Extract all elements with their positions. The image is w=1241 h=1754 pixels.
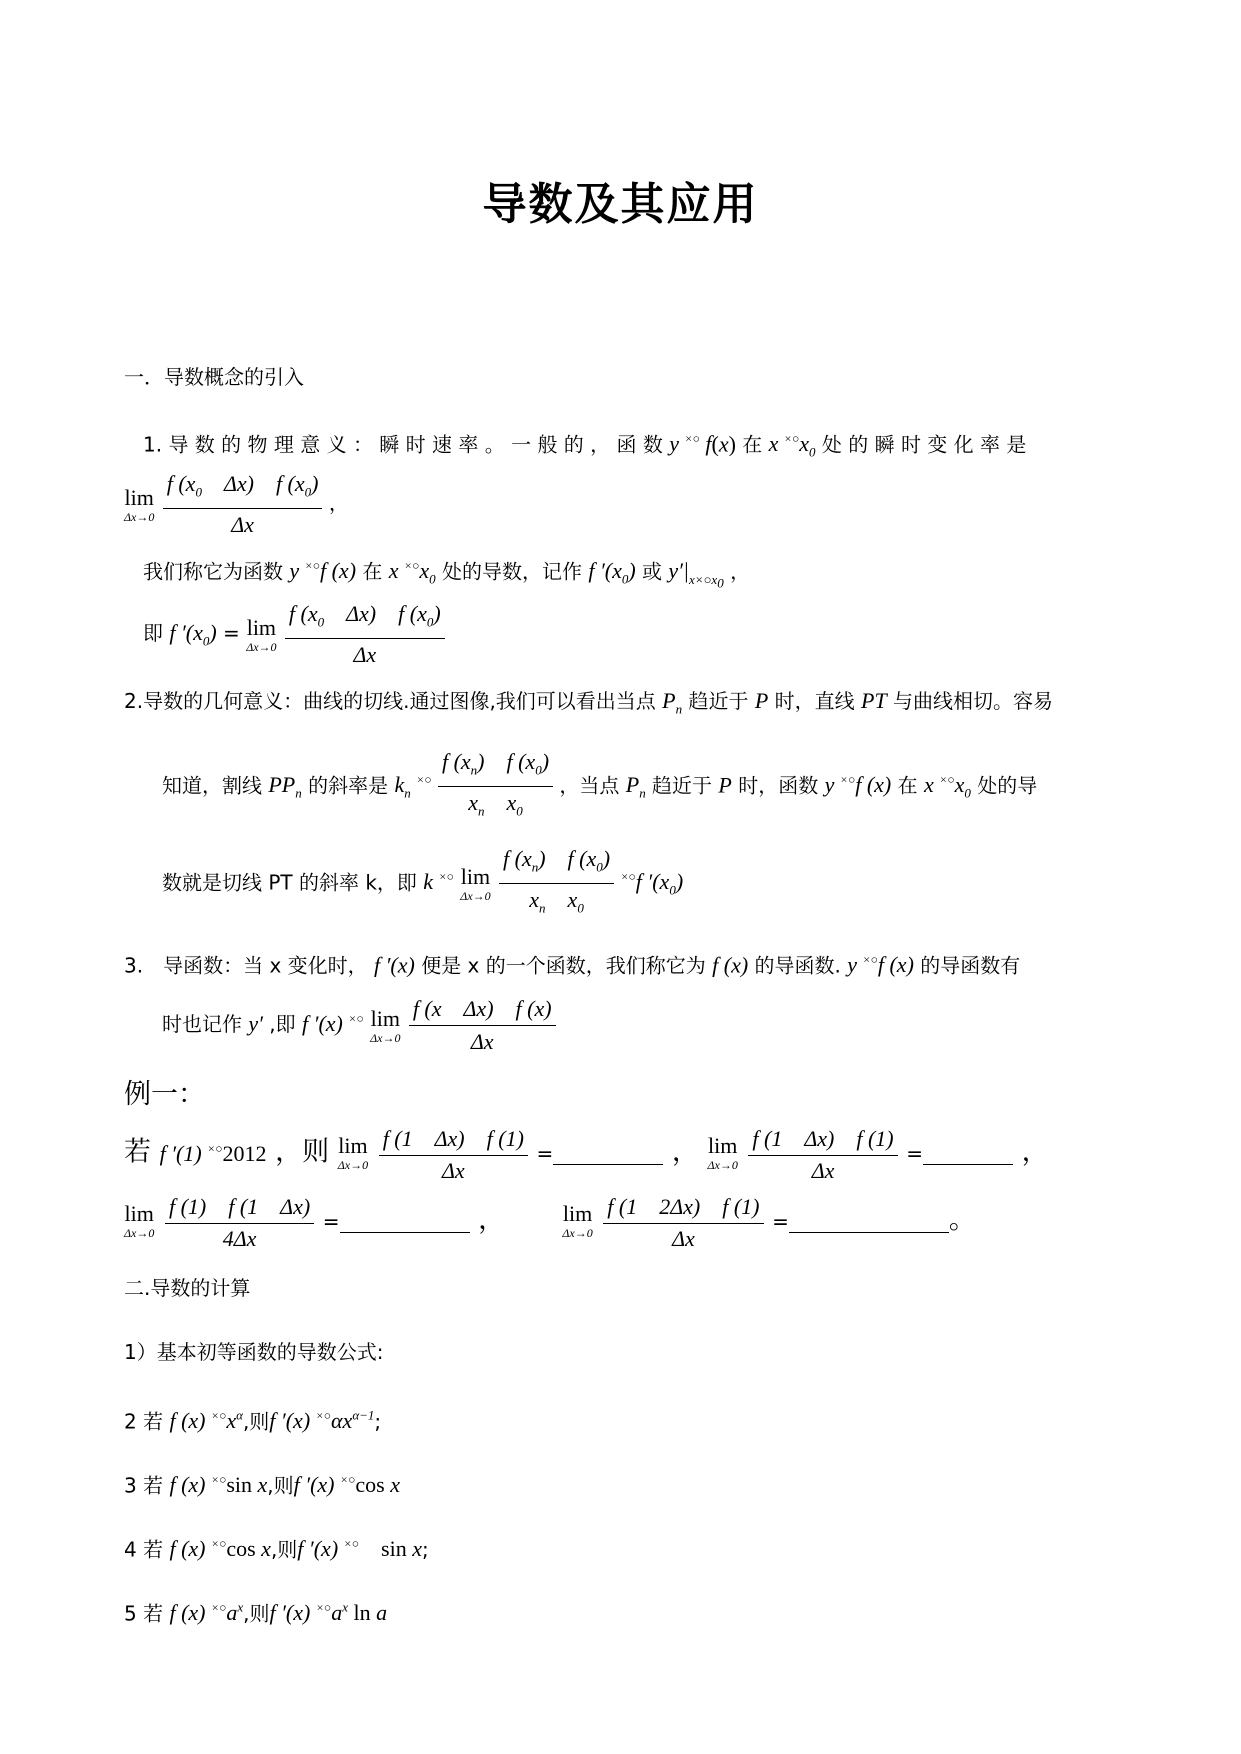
section-2-subheading: 1）基本初等函数的导数公式: xyxy=(124,1340,384,1364)
paragraph-3: 即 f $'(x_0)$ = lim Δx→0 $\frac{f (x_0 \Delta x) f (x_0)}{\Delta x}$ xyxy=(143,600,445,669)
answer-blank-2[interactable] xyxy=(923,1142,1013,1165)
paragraph-6: 数就是切线 PT 的斜率 k，即 k ×○ lim Δx→0 $\frac{f (x_n) f (x_0)}{x_n x_0}$ ×○f $'(x_0)$ xyxy=(162,846,684,916)
example-line-1: 若 f ′(1) ×○2012 ，则 lim Δx→0 $\frac{f (1 \Delta x) f (1)}{\Delta x}$ = ， lim Δx→0 $\frac{f (1 \Delta x) f (1)}{\Delta x}$ = ， xyxy=(124,1122,1049,1184)
formula-item-1: 2 若 f (x) $^{\times○}x^\alpha$,则f ′(x) $^{\times○}\alpha x^{\alpha-1}$; xyxy=(124,1408,382,1434)
limit-formula-1: lim Δx→0 $\frac{f (x_0 \Delta x) f (x_0)}{\Delta x}$ ， xyxy=(124,471,349,538)
paragraph-8: 时也记作 y′ ,即 f ′(x) ×○ lim Δx→0 $\frac{\text{f (x Δx) f (x)}}{\Delta x}$ xyxy=(162,995,556,1056)
paragraph-7: 3. 导函数：当 x 变化时， f ′(x) 便是 x 的一个函数，我们称它为 f (x) 的导函数. y ×○f (x) 的导函数有 xyxy=(124,952,1021,978)
answer-blank-1[interactable] xyxy=(553,1142,663,1165)
formula-item-4: 5 若 f (x) $^{\times○}a^x$,则f ′(x) $^{\times○}a^x$ ln a xyxy=(124,1600,388,1626)
example-heading: 例一： xyxy=(124,1079,205,1110)
paragraph-1: 1. 导 数 的 物 理 意 义 ： 瞬 时 速 率 。 一 般 的 ， 函 数 y ×○ f(x) 在 x $^{\times○}x_0$ 处 的 瞬 时 变 化 率 是 xyxy=(143,431,1027,460)
formula: y ×○ f xyxy=(669,431,712,457)
paragraph-2: 我们称它为函数 y ×○f (x) 在 x $^{\times○}x_0$ 处的导数，记作 f $'(x_0)$ 或 $y'|_{x\times○x_0}$ ， xyxy=(143,558,751,591)
formula: x $^{\times○}x_0$ xyxy=(768,431,816,460)
example-line-2: lim Δx→0 $\frac{f (1) f (1 \Delta x)}{4\Delta x}$ = ， lim Δx→0 $\frac{f (1 2\Delta x) f (1)}{\Delta x}$ = 。 xyxy=(124,1190,976,1252)
paragraph-5: 知道，割线 $PP_n$ 的斜率是 $k_n$ ×○ $\frac{f (x_n) f (x_0)}{x_n x_0}$ ，当点 $P_n$ 趋近于 P 时，函数 y ×○f (x) 在 x $^{\times○}x_0$ 处的导 xyxy=(162,749,1038,819)
answer-blank-4[interactable] xyxy=(789,1210,949,1233)
section-1-heading: 一．导数概念的引入 xyxy=(124,365,304,389)
section-2-heading: 二.导数的计算 xyxy=(124,1276,251,1300)
answer-blank-3[interactable] xyxy=(340,1210,470,1233)
formula-item-3: 4 若 f (x) ×○cos x,则f ′(x) ×○ sin x; xyxy=(124,1536,429,1562)
paragraph-4: 2.导数的几何意义：曲线的切线.通过图像,我们可以看出当点 $P_n$ 趋近于 P 时，直线 PT 与曲线相切。容易 xyxy=(124,688,1054,717)
formula-item-2: 3 若 f (x) ×○sin x,则f ′(x) ×○cos x xyxy=(124,1472,400,1498)
page-title: 导数及其应用 xyxy=(482,179,759,230)
